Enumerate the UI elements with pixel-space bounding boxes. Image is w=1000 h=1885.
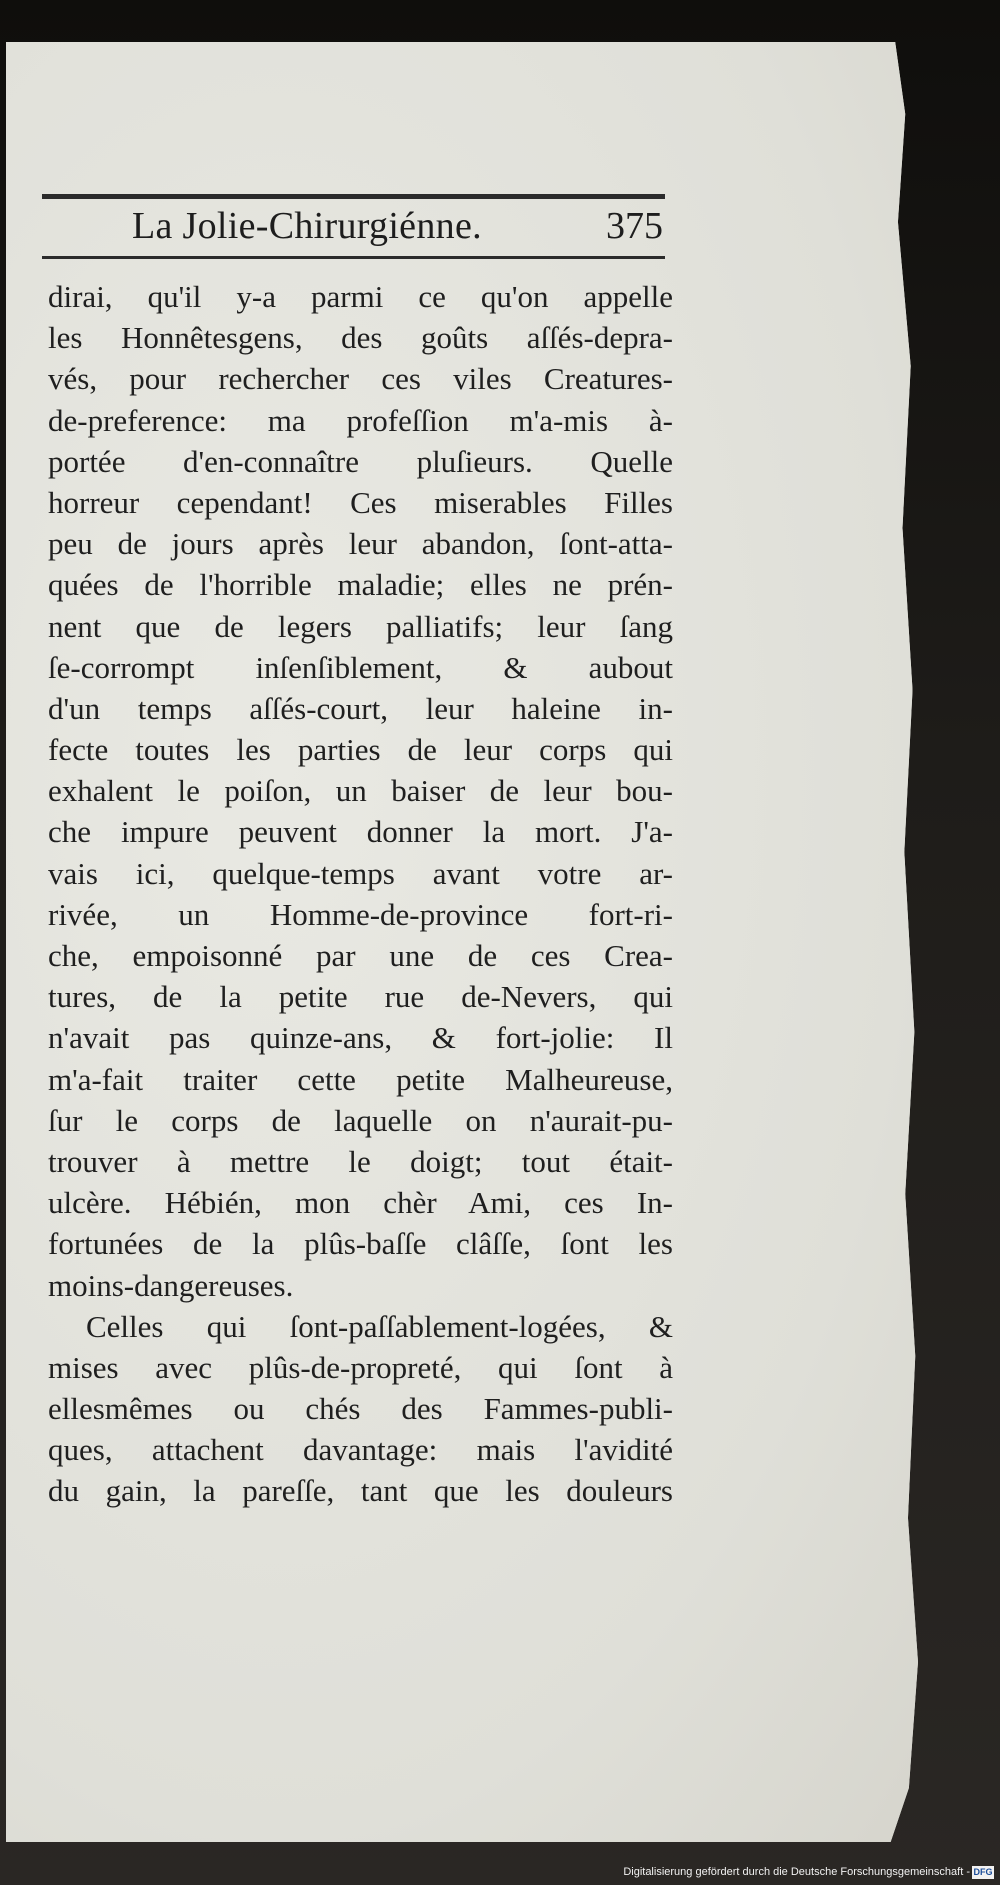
text-line: de-preference: ma profeſſion m'a-mis à- xyxy=(48,402,673,438)
text-line: n'avait pas quinze-ans, & fort-jolie: Il xyxy=(48,1020,673,1056)
text-line: horreur cependant! Ces miserables Filles xyxy=(48,484,673,520)
text-line: trouver à mettre le doigt; tout était- xyxy=(48,1143,673,1179)
paragraph-start-line: Celles qui ſont-paſſablement-logées, & xyxy=(86,1308,673,1344)
text-line: ſur le corps de laquelle on n'aurait-pu- xyxy=(48,1102,673,1138)
text-line: vais ici, quelque-temps avant votre ar- xyxy=(48,855,673,891)
text-line: ellesmêmes ou chés des Fammes-publi- xyxy=(48,1391,673,1427)
dfg-logo-icon: DFG xyxy=(973,1867,993,1877)
text-line: fecte toutes les parties de leur corps qui xyxy=(48,732,673,768)
running-title: La Jolie-Chirurgiénne. xyxy=(132,205,482,247)
text-line: vés, pour rechercher ces viles Creatures- xyxy=(48,361,673,397)
digitization-credit: Digitalisierung gefördert durch die Deutsche Forschungsgemeinschaft - xyxy=(623,1866,970,1878)
text-line: exhalent le poiſon, un baiser de leur bou- xyxy=(48,773,673,809)
text-line: fortunées de la plûs-baſſe clâſſe, ſont les xyxy=(48,1226,673,1262)
text-line: peu de jours après leur abandon, ſont-atta- xyxy=(48,526,673,562)
text-line: ſe-corrompt inſenſiblement, & aubout xyxy=(48,649,673,685)
running-head xyxy=(42,200,665,260)
digitization-footer xyxy=(0,1862,1000,1885)
header-rule-bottom xyxy=(42,256,665,259)
header-rule-top xyxy=(42,194,665,199)
text-line: mises avec plûs-de-propreté, qui ſont à xyxy=(48,1349,673,1385)
page-number: 375 xyxy=(606,205,663,247)
text-line: tures, de la petite rue de-Nevers, qui xyxy=(48,979,673,1015)
text-line: m'a-fait traiter cette petite Malheureuse, xyxy=(48,1061,673,1097)
text-line: dirai, qu'il y-a parmi ce qu'on appelle xyxy=(48,279,673,314)
text-line: d'un temps aſſés-court, leur haleine in- xyxy=(48,690,673,726)
text-line: rivée, un Homme-de-province fort-ri- xyxy=(48,896,673,932)
text-line: che impure peuvent donner la mort. J'a- xyxy=(48,814,673,850)
text-line: ulcère. Hébién, mon chèr Ami, ces In- xyxy=(48,1185,673,1221)
text-line: portée d'en-connaître pluſieurs. Quelle xyxy=(48,443,673,479)
text-line: du gain, la pareſſe, tant que les douleurs xyxy=(48,1473,673,1509)
text-line: les Honnêtesgens, des goûts aſſés-depra- xyxy=(48,320,673,356)
text-line: ques, attachent davantage: mais l'avidité xyxy=(48,1432,673,1468)
text-line: quées de l'horrible maladie; elles ne prén- xyxy=(48,567,673,603)
text-line: nent que de legers palliatifs; leur ſang xyxy=(48,608,673,644)
paragraph-end-line: moins-dangereuses. xyxy=(48,1267,294,1303)
body-text xyxy=(48,276,673,1512)
text-line: che, empoisonné par une de ces Crea- xyxy=(48,938,673,973)
